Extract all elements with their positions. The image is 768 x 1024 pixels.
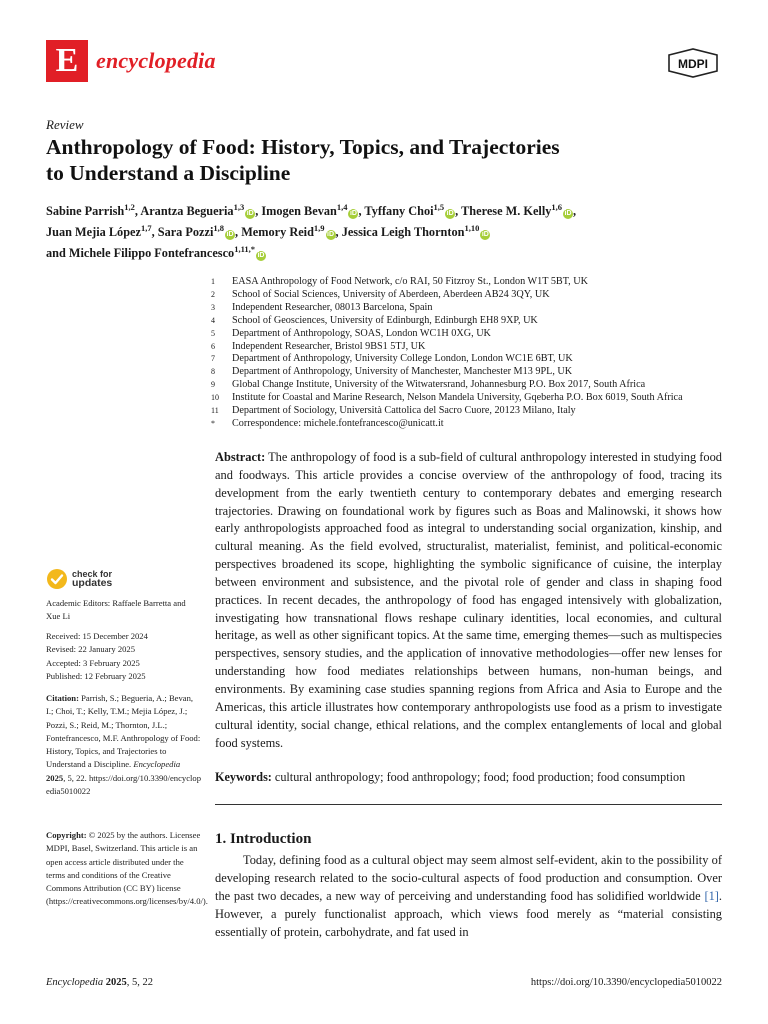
footer-citation	[46, 977, 153, 988]
copyright-label: Copyright:	[46, 830, 87, 840]
author-separator: ,	[134, 204, 141, 219]
footer-year: 2025	[105, 977, 127, 988]
title-line-1: Anthropology of Food: History, Topics, and Trajectories	[46, 135, 560, 159]
author-affil-sup: 1,2	[124, 202, 135, 212]
citation-text: Parrish, S.; Begueria, A.; Bevan, I.; Choi, T.; Kelly, T.M.; Mejia López, J.; Pozzi, S.; Reid, M.; Thornton, J.L.; Fontefrancesco, M.F. Anthropology of Food: History, Topics, and Trajectories to Understand a Discipline.	[46, 693, 201, 770]
check-for-updates-button[interactable]	[46, 568, 112, 590]
mdpi-logo[interactable]	[665, 48, 721, 78]
affiliation-number: 2	[211, 289, 215, 299]
affiliation-text: Department of Sociology, Università Cattolica del Sacro Cuore, 20123 Milano, Italy	[232, 405, 576, 417]
affiliation-item	[208, 302, 728, 315]
affiliation-number: 10	[211, 393, 219, 403]
affiliation-item	[208, 276, 728, 289]
affiliation-text: Independent Researcher, Bristol 9BS1 5TJ, UK	[232, 340, 426, 352]
keywords	[215, 769, 735, 785]
accepted-date: Accepted: 3 February 2025	[46, 657, 140, 668]
citation-doi-link[interactable]: https://doi.org/10.3390/encyclopedia5010022	[46, 772, 202, 797]
citation-link[interactable]: [1]	[704, 888, 719, 903]
orcid-icon[interactable]: iD	[481, 231, 489, 239]
affiliation-number: 9	[211, 380, 215, 390]
affiliation-item	[208, 353, 728, 366]
footer-journal: Encyclopedia	[46, 977, 104, 988]
revised-date: Revised: 22 January 2025	[46, 644, 136, 655]
affiliation-item	[208, 328, 728, 341]
author-affil-sup: 1,3	[233, 202, 245, 212]
affiliation-item	[208, 392, 728, 405]
received-date: Received: 15 December 2024	[46, 631, 148, 641]
journal-name: encyclopedia	[96, 48, 216, 73]
affiliation-number: 7	[211, 354, 215, 364]
author-affil-sup: 1,5	[433, 202, 445, 212]
affiliation-number: 1	[211, 277, 215, 286]
affiliation-text: Department of Anthropology, SOAS, London WC1H 0XG, UK	[232, 327, 491, 339]
affiliation-number: 4	[211, 315, 215, 325]
orcid-icon[interactable]: iD	[349, 210, 357, 218]
check-updates-icon	[46, 568, 68, 590]
article-title	[46, 134, 686, 186]
academic-editors: Academic Editors: Raffaele Barretta and Xue Li	[46, 598, 186, 622]
affiliation-number: 6	[211, 341, 215, 351]
author-name[interactable]: Juan Mejia López	[46, 225, 141, 240]
citation-label: Citation:	[46, 693, 79, 703]
author-affil-sup: 1,9	[313, 223, 325, 234]
author-separator: ,	[455, 204, 462, 219]
correspondence-item	[208, 418, 728, 431]
citation-year: 2025	[46, 772, 64, 783]
author-list	[46, 199, 686, 262]
check-updates-line-2: updates	[72, 577, 113, 589]
affiliation-number: 5	[211, 328, 215, 338]
author-name[interactable]: Sabine Parrish	[46, 204, 125, 219]
divider	[215, 804, 722, 805]
orcid-icon[interactable]: iD	[327, 231, 335, 239]
author-affil-sup: 1,6	[551, 202, 563, 212]
orcid-icon[interactable]: iD	[446, 210, 454, 218]
affiliation-number: 8	[211, 367, 215, 377]
orcid-icon[interactable]: iD	[564, 210, 572, 218]
publication-dates	[46, 630, 201, 683]
affiliation-text: Global Change Institute, University of the Witwatersrand, Johannesburg P.O. Box 2017, South Africa	[232, 379, 646, 391]
orcid-icon[interactable]: iD	[257, 252, 265, 260]
affiliation-item	[208, 379, 728, 392]
author-affil-sup: 1,11,*	[234, 244, 255, 255]
author-name[interactable]: Tyffany Choi	[364, 204, 434, 219]
copyright-text: © 2025 by the authors. Licensee MDPI, Basel, Switzerland. This article is an open access article distributed under the terms and conditions of the Creative Commons Attribution (CC BY) license (https://creativecommons.org/licenses/by/4.0/).	[46, 830, 208, 907]
paragraph-text: Today, defining food as a cultural object may seem almost self-evident, akin to the possibility of developing research related to the socio-cultural aspects of food production and consumption. Over the past two decades, a new way of perceiving and understanding food has solidified worldwide	[215, 853, 722, 903]
affiliation-number: 11	[211, 406, 219, 416]
affiliation-text: Independent Researcher, 08013 Barcelona, Spain	[232, 301, 433, 313]
author-separator: ,	[335, 225, 342, 240]
affiliation-text: School of Geosciences, University of Edinburgh, Edinburgh EH8 9XP, UK	[232, 314, 538, 326]
abstract-text: The anthropology of food is a sub-field of cultural anthropology interested in studying food and foodways. This article provides a concise overview of the anthropology of food, tracing its development from the early twentieth century to contemporary debates and emerging research trajectories. Drawing on foundational work by figures such as Boas and Malinowski, it shows how early anthropologists approached food as integral to understanding social organization, kinship, and cultural meaning. As the field evolved, structuralist, materialist, feminist, and political-economic perspectives broadened its scope, highlighting the symbolic significance of cuisine, the interplay between environment and subsistence, and the pivotal role of gender and class in shaping food practices. In recent decades, the anthropology of food has engaged intensively with globalization, investigating how transnational flows reshape culinary identities, local economies, and cultural heritage, as well as other significant topics. At the same time, emerging themes—such as multispecies perspectives, sensory studies, and the application of innovative methodologies—offer new lenses for understanding how food mediates relationships between humans, non-human beings, and environments. By examining case studies spanning regions from Africa and Asia to Europe and the Americas, this article illustrates how contemporary anthropologists use food as a prism to investigate cultural identity, social change, ethical relations, and the complex entanglements of local and global food systems.	[215, 450, 722, 750]
author-name[interactable]: Therese M. Kelly	[461, 204, 552, 219]
affiliation-text: School of Social Sciences, University of Aberdeen, Aberdeen AB24 3QY, UK	[232, 288, 550, 300]
author-name[interactable]: Arantza Begueria	[140, 204, 234, 219]
mdpi-logo-text: MDPI	[678, 57, 708, 71]
check-updates-label	[72, 570, 112, 589]
affiliation-item	[208, 405, 728, 418]
citation-volume: , 5, 22.	[63, 772, 87, 783]
section-paragraph	[215, 852, 722, 942]
author-separator: ,	[151, 225, 158, 240]
published-date: Published: 12 February 2025	[46, 670, 146, 681]
author-name[interactable]: Memory Reid	[241, 225, 314, 240]
author-name[interactable]: Jessica Leigh Thornton	[341, 225, 465, 240]
author-affil-sup: 1,10	[464, 223, 480, 234]
affiliation-item	[208, 315, 728, 328]
affiliation-list	[208, 276, 728, 431]
affiliation-text: Department of Anthropology, University of Manchester, Manchester M13 9PL, UK	[232, 366, 573, 378]
citation-block	[46, 692, 201, 798]
affiliation-number: 3	[211, 302, 215, 312]
affiliation-item	[208, 289, 728, 302]
affiliation-text: Institute for Coastal and Marine Research, Nelson Mandela University, Gqeberha P.O. Box 6019, South Africa	[232, 392, 683, 404]
author-separator: ,	[573, 204, 577, 219]
affiliation-text: Department of Anthropology, University College London, London WC1E 6BT, UK	[232, 353, 573, 365]
author-name[interactable]: Imogen Bevan	[261, 204, 337, 219]
affiliation-item	[208, 366, 728, 379]
footer-doi-link[interactable]: https://doi.org/10.3390/encyclopedia5010022	[530, 977, 722, 988]
author-separator: ,	[358, 204, 365, 219]
paragraph-text: . However, a purely functionalist approach, which views food merely as “material consisting essentially of protein, carbohydrate, and fat used in	[215, 888, 722, 939]
orcid-icon[interactable]: iD	[226, 231, 234, 239]
abstract-label: Abstract:	[215, 450, 266, 464]
affiliation-item	[208, 341, 728, 354]
author-affil-sup: 1,8	[213, 223, 225, 234]
affiliation-text: EASA Anthropology of Food Network, c/o RAI, 50 Fitzroy St., London W1T 5BT, UK	[232, 276, 588, 287]
author-separator: ,	[235, 225, 242, 240]
keywords-text: cultural anthropology; food anthropology; food; food production; food consumption	[271, 770, 686, 784]
journal-logo[interactable]	[46, 40, 216, 82]
title-line-2: to Understand a Discipline	[46, 161, 291, 185]
orcid-icon[interactable]: iD	[246, 210, 254, 218]
keywords-label: Keywords:	[215, 770, 272, 784]
section-heading: 1. Introduction	[215, 831, 312, 847]
citation-journal: Encyclopedia	[133, 759, 181, 770]
affiliation-number: *	[211, 418, 215, 428]
author-affil-sup: 1,4	[336, 202, 348, 212]
footer-volume: , 5, 22	[126, 977, 154, 988]
article-type: Review	[46, 117, 84, 132]
author-affil-sup: 1,7	[140, 223, 152, 234]
copyright-block	[46, 829, 208, 909]
author-separator: ,	[255, 204, 262, 219]
abstract	[215, 449, 722, 752]
correspondence-email[interactable]: Correspondence: michele.fontefrancesco@unicatt.it	[232, 417, 444, 429]
check-updates-line-1: check for	[72, 568, 113, 579]
author-name[interactable]: Sara Pozzi	[157, 225, 214, 240]
author-name[interactable]: and Michele Filippo Fontefrancesco	[46, 246, 235, 261]
journal-logo-icon: E	[46, 40, 88, 82]
